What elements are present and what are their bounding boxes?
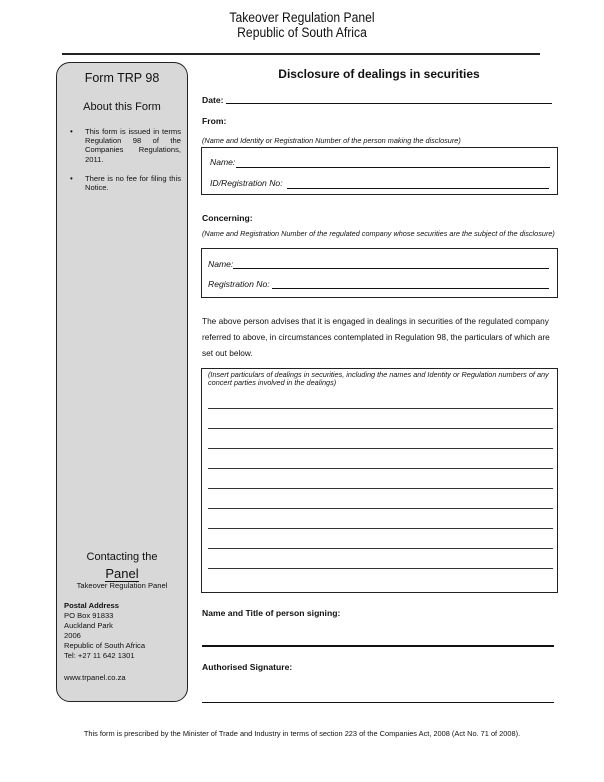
particulars-line[interactable] [208,508,553,509]
concerning-reg-field[interactable] [272,288,549,289]
particulars-line[interactable] [208,568,553,569]
form-name: Form TRP 98 [84,71,160,85]
from-id-label: ID/Registration No: [210,178,283,188]
postal-line: 2006 [64,631,81,640]
signature-field[interactable] [202,702,554,703]
bullet-icon: • [70,173,73,183]
sidebar-panel [56,62,188,702]
about-item-text: There is no fee for filing this Notice. [85,173,181,193]
postal-line: Tel: +27 11 642 1301 [64,651,135,660]
particulars-line[interactable] [208,428,553,429]
bullet-icon: • [70,127,73,136]
from-name-field[interactable] [236,167,550,168]
concerning-name-label: Name: [208,259,234,269]
date-field[interactable] [226,103,552,104]
particulars-line[interactable] [208,468,553,469]
particulars-note: (Insert particulars of dealings in securities, including the names and Identity or Regulation numbers of any concert parties involved in the dealings) [208,370,549,388]
from-name-label: Name: [210,157,236,167]
particulars-line[interactable] [208,548,553,549]
postal-line: Auckland Park [64,621,113,630]
concerning-reg-label: Registration No: [208,279,270,289]
postal-address [64,601,145,661]
signature-label: Authorised Signature: [202,662,293,672]
concerning-note: (Name and Registration Number of the regulated company whose securities are the subject of the disclosure) [202,229,555,238]
concerning-label: Concerning: [202,213,253,223]
advice-paragraph: The above person advises that it is engaged in dealings in securities of the regulated company referred to above, in circumstances contemplated in Regulation 98, the particulars of which are set out below. [202,316,550,358]
about-heading: About this Form [83,101,161,113]
from-id-field[interactable] [287,188,549,189]
panel-word: Panel [105,566,139,581]
from-label: From: [202,116,227,126]
header-line-1: Takeover Regulation Panel [229,10,375,25]
from-box [201,147,558,195]
website-link[interactable]: www.trpanel.co.za [64,673,126,682]
signer-label: Name and Title of person signing: [202,608,341,618]
header-divider [62,53,540,55]
about-item-text: This form is issued in terms Regulation 98 of the Companies Regulations, 2011. [85,127,181,164]
about-list [69,127,181,202]
particulars-line[interactable] [208,448,553,449]
date-label: Date: [202,95,224,105]
from-note: (Name and Identity or Registration Number of the person making the disclosure) [202,136,461,145]
footer-note: This form is prescribed by the Minister of Trade and Industry in terms of section 223 of the Companies Act, 2008 (Act No. 71 of 2008). [83,729,521,738]
concerning-name-field[interactable] [233,268,549,269]
particulars-box [201,368,558,593]
particulars-line[interactable] [208,408,553,409]
particulars-line[interactable] [208,528,553,529]
form-title: Disclosure of dealings in securities [278,67,480,81]
panel-heading [57,566,187,581]
particulars-line[interactable] [208,488,553,489]
panel-full-name: Takeover Regulation Panel [76,581,168,590]
document-header [0,10,604,40]
about-list-item [69,174,181,192]
header-line-2: Republic of South Africa [237,25,367,40]
signer-field[interactable] [202,645,554,647]
concerning-box [201,248,558,298]
about-list-item [69,127,181,164]
contact-heading: Contacting the [86,551,158,563]
postal-line: PO Box 91833 [64,611,114,620]
postal-title: Postal Address [64,601,120,610]
postal-line: Republic of South Africa [64,641,146,650]
